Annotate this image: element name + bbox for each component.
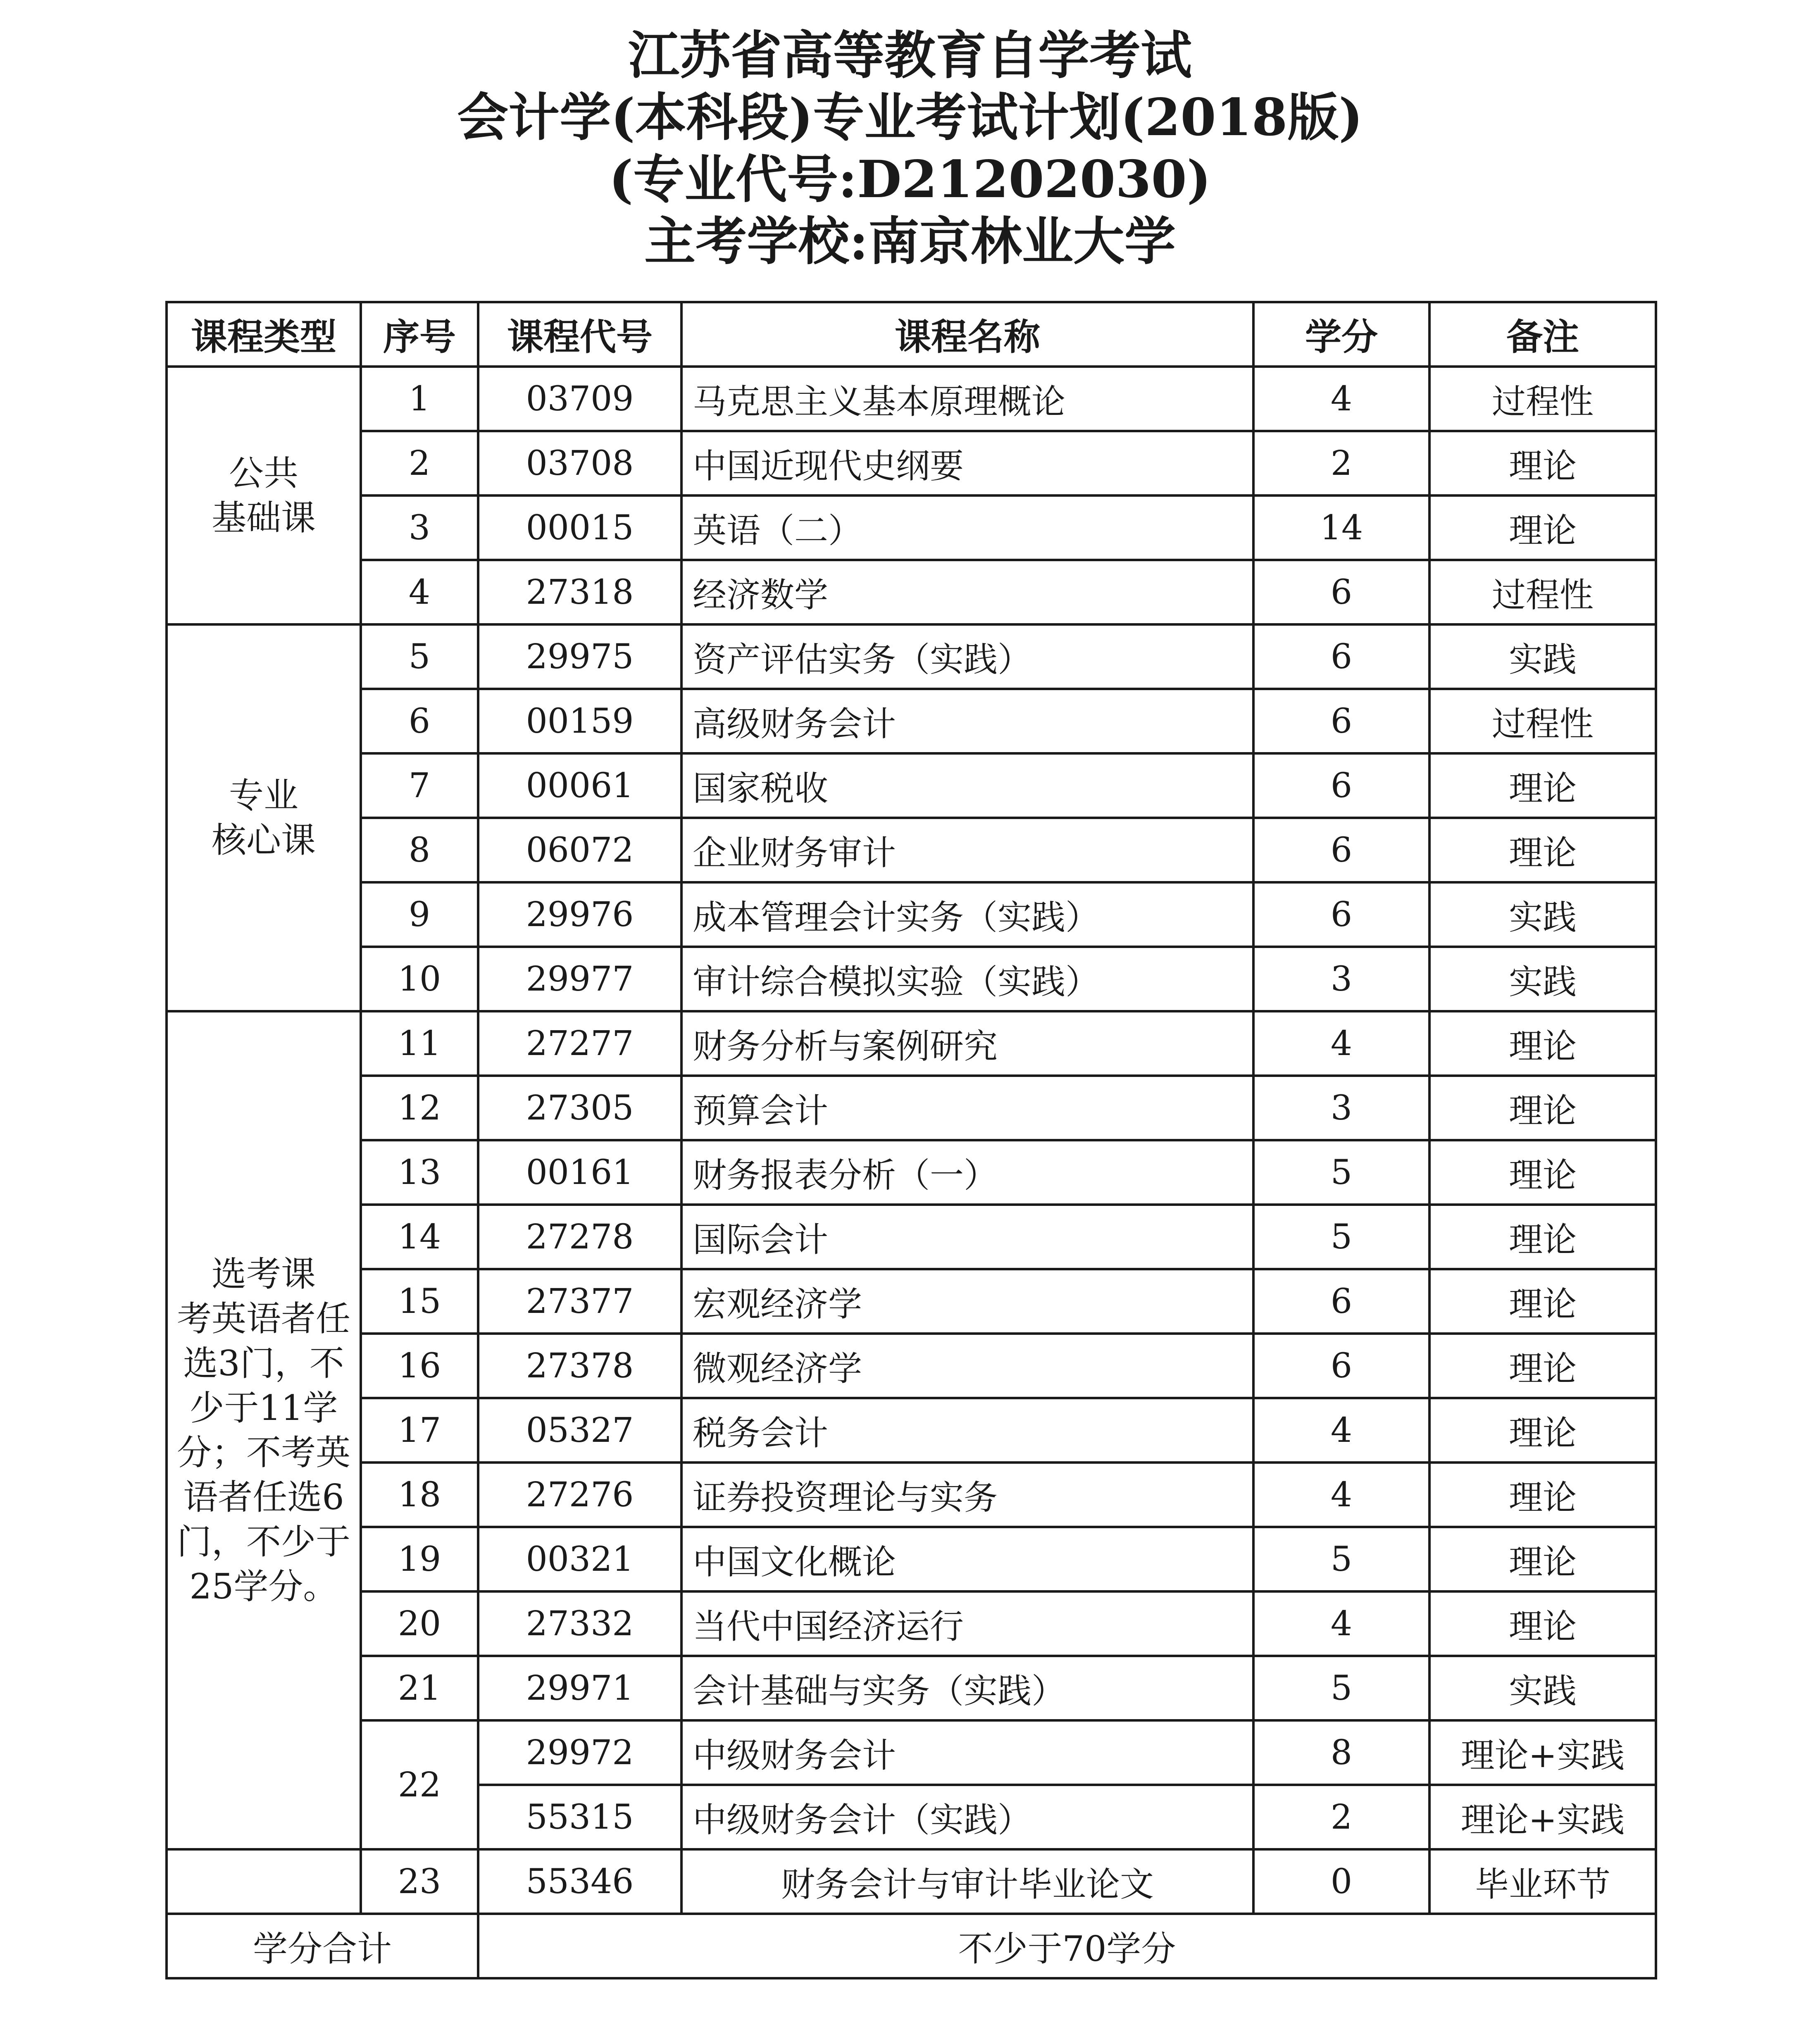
table-row bbox=[167, 1205, 1656, 1269]
table-row bbox=[167, 1011, 1656, 1076]
cell-credit: 2 bbox=[1253, 1785, 1429, 1849]
title-host-school: 主考学校:南京林业大学 bbox=[644, 212, 1176, 272]
cell-no: 19 bbox=[361, 1527, 478, 1591]
category-label-line: 门，不少于 bbox=[176, 1522, 350, 1562]
cell-code: 03709 bbox=[478, 367, 681, 431]
cell-name: 中级财务会计（实践） bbox=[681, 1785, 1253, 1849]
table-row bbox=[167, 1527, 1656, 1591]
cell-no: 3 bbox=[361, 495, 478, 560]
category-label-line: 选3门，不 bbox=[183, 1343, 344, 1384]
cell-credit: 4 bbox=[1253, 1398, 1429, 1462]
cell-code: 00321 bbox=[478, 1527, 681, 1591]
cell-name: 微观经济学 bbox=[681, 1334, 1253, 1398]
cell-code: 27276 bbox=[478, 1462, 681, 1527]
cell-note: 理论 bbox=[1429, 818, 1656, 882]
cell-code: 27332 bbox=[478, 1591, 681, 1656]
cell-note: 实践 bbox=[1429, 624, 1656, 689]
cell-name: 成本管理会计实务（实践） bbox=[681, 882, 1253, 947]
category-label-line: 分；不考英 bbox=[176, 1432, 350, 1473]
cell-name: 国际会计 bbox=[681, 1205, 1253, 1269]
cell-note: 理论 bbox=[1429, 1334, 1656, 1398]
category-label-line: 专业 bbox=[229, 775, 298, 816]
cell-credit: 6 bbox=[1253, 689, 1429, 753]
cell-code: 27277 bbox=[478, 1011, 681, 1076]
cell-credit: 2 bbox=[1253, 431, 1429, 495]
cell-credit: 5 bbox=[1253, 1205, 1429, 1269]
cell-note: 毕业环节 bbox=[1429, 1849, 1656, 1914]
cell-code: 29977 bbox=[478, 947, 681, 1011]
cell-type-empty bbox=[167, 1849, 361, 1914]
cell-note: 过程性 bbox=[1429, 689, 1656, 753]
cell-name: 财务分析与案例研究 bbox=[681, 1011, 1253, 1076]
table-row bbox=[167, 1591, 1656, 1656]
cell-code: 06072 bbox=[478, 818, 681, 882]
cell-note: 理论 bbox=[1429, 1591, 1656, 1656]
cell-credit: 6 bbox=[1253, 1334, 1429, 1398]
cell-note: 实践 bbox=[1429, 947, 1656, 1011]
cell-name: 财务会计与审计毕业论文 bbox=[681, 1849, 1253, 1914]
cell-note: 过程性 bbox=[1429, 367, 1656, 431]
column-header-no: 序号 bbox=[361, 302, 478, 367]
cell-code: 55346 bbox=[478, 1849, 681, 1914]
table-row bbox=[167, 818, 1656, 882]
cell-name: 中国文化概论 bbox=[681, 1527, 1253, 1591]
cell-code: 00159 bbox=[478, 689, 681, 753]
category-label-line: 核心课 bbox=[211, 820, 316, 860]
cell-no: 11 bbox=[361, 1011, 478, 1076]
cell-no: 21 bbox=[361, 1656, 478, 1720]
cell-note: 实践 bbox=[1429, 882, 1656, 947]
cell-no: 17 bbox=[361, 1398, 478, 1462]
document-header bbox=[0, 17, 1820, 273]
category-label-line: 25学分。 bbox=[189, 1566, 338, 1607]
category-label-line: 考英语者任 bbox=[176, 1298, 350, 1339]
cell-code: 27305 bbox=[478, 1076, 681, 1140]
table-row bbox=[167, 882, 1656, 947]
cell-note: 理论+实践 bbox=[1429, 1720, 1656, 1785]
table-row bbox=[167, 1720, 1656, 1785]
total-label: 学分合计 bbox=[167, 1914, 478, 1978]
cell-credit: 14 bbox=[1253, 495, 1429, 560]
cell-name: 会计基础与实务（实践） bbox=[681, 1656, 1253, 1720]
cell-credit: 3 bbox=[1253, 1076, 1429, 1140]
cell-credit: 6 bbox=[1253, 753, 1429, 818]
table-row bbox=[167, 1140, 1656, 1205]
cell-credit: 6 bbox=[1253, 560, 1429, 624]
table-row bbox=[167, 495, 1656, 560]
table-row bbox=[167, 1398, 1656, 1462]
cell-credit: 6 bbox=[1253, 818, 1429, 882]
column-header-note: 备注 bbox=[1429, 302, 1656, 367]
cell-code: 03708 bbox=[478, 431, 681, 495]
cell-no: 1 bbox=[361, 367, 478, 431]
cell-name: 当代中国经济运行 bbox=[681, 1591, 1253, 1656]
table-row bbox=[167, 1334, 1656, 1398]
cell-no: 4 bbox=[361, 560, 478, 624]
cell-note: 理论 bbox=[1429, 1462, 1656, 1527]
title-plan: 会计学(本科段)专业考试计划(2018版) bbox=[457, 88, 1363, 148]
category-label-line: 语者任选6 bbox=[183, 1477, 344, 1517]
cell-note: 理论 bbox=[1429, 1527, 1656, 1591]
table-row bbox=[167, 947, 1656, 1011]
cell-no: 12 bbox=[361, 1076, 478, 1140]
cell-name: 证券投资理论与实务 bbox=[681, 1462, 1253, 1527]
cell-note: 理论 bbox=[1429, 495, 1656, 560]
cell-code: 27377 bbox=[478, 1269, 681, 1334]
total-row bbox=[167, 1914, 1656, 1978]
cell-note: 理论 bbox=[1429, 1076, 1656, 1140]
table-row bbox=[167, 624, 1656, 689]
table-row bbox=[167, 1656, 1656, 1720]
column-header-credit: 学分 bbox=[1253, 302, 1429, 367]
cell-credit: 4 bbox=[1253, 1011, 1429, 1076]
cell-note: 理论 bbox=[1429, 1398, 1656, 1462]
cell-no: 23 bbox=[361, 1849, 478, 1914]
table-row bbox=[167, 1849, 1656, 1914]
cell-no: 15 bbox=[361, 1269, 478, 1334]
cell-name: 审计综合模拟实验（实践） bbox=[681, 947, 1253, 1011]
cell-code: 27278 bbox=[478, 1205, 681, 1269]
cell-code: 29975 bbox=[478, 624, 681, 689]
table-row bbox=[167, 1462, 1656, 1527]
cell-code: 27378 bbox=[478, 1334, 681, 1398]
cell-no: 10 bbox=[361, 947, 478, 1011]
cell-name: 高级财务会计 bbox=[681, 689, 1253, 753]
cell-credit: 5 bbox=[1253, 1527, 1429, 1591]
category-core bbox=[167, 624, 361, 1011]
table-row bbox=[167, 431, 1656, 495]
total-value: 不少于70学分 bbox=[478, 1914, 1656, 1978]
cell-note: 理论 bbox=[1429, 1269, 1656, 1334]
table-header-row bbox=[167, 302, 1656, 367]
cell-note: 实践 bbox=[1429, 1656, 1656, 1720]
cell-no: 18 bbox=[361, 1462, 478, 1527]
cell-code: 55315 bbox=[478, 1785, 681, 1849]
cell-note: 理论 bbox=[1429, 1205, 1656, 1269]
table-row bbox=[167, 689, 1656, 753]
cell-code: 29971 bbox=[478, 1656, 681, 1720]
cell-no: 2 bbox=[361, 431, 478, 495]
category-elective bbox=[167, 1011, 361, 1849]
cell-name: 预算会计 bbox=[681, 1076, 1253, 1140]
cell-note: 理论+实践 bbox=[1429, 1785, 1656, 1849]
cell-name: 国家税收 bbox=[681, 753, 1253, 818]
cell-credit: 4 bbox=[1253, 1591, 1429, 1656]
cell-no: 13 bbox=[361, 1140, 478, 1205]
table-row bbox=[167, 753, 1656, 818]
cell-credit: 0 bbox=[1253, 1849, 1429, 1914]
table-row bbox=[167, 560, 1656, 624]
cell-name: 中国近现代史纲要 bbox=[681, 431, 1253, 495]
cell-no: 6 bbox=[361, 689, 478, 753]
cell-name: 中级财务会计 bbox=[681, 1720, 1253, 1785]
column-header-code: 课程代号 bbox=[478, 302, 681, 367]
category-public-basic bbox=[167, 367, 361, 624]
cell-credit: 5 bbox=[1253, 1656, 1429, 1720]
cell-name: 税务会计 bbox=[681, 1398, 1253, 1462]
cell-credit: 6 bbox=[1253, 624, 1429, 689]
cell-note: 理论 bbox=[1429, 1140, 1656, 1205]
cell-no: 20 bbox=[361, 1591, 478, 1656]
cell-no: 8 bbox=[361, 818, 478, 882]
cell-credit: 5 bbox=[1253, 1140, 1429, 1205]
cell-no: 16 bbox=[361, 1334, 478, 1398]
cell-credit: 4 bbox=[1253, 367, 1429, 431]
cell-name: 资产评估实务（实践） bbox=[681, 624, 1253, 689]
cell-code: 29976 bbox=[478, 882, 681, 947]
title-major-code: (专业代号:D21202030) bbox=[609, 150, 1211, 210]
category-label-line: 基础课 bbox=[211, 498, 316, 538]
cell-credit: 6 bbox=[1253, 1269, 1429, 1334]
cell-credit: 4 bbox=[1253, 1462, 1429, 1527]
cell-note: 过程性 bbox=[1429, 560, 1656, 624]
cell-name: 马克思主义基本原理概论 bbox=[681, 367, 1253, 431]
cell-no: 7 bbox=[361, 753, 478, 818]
cell-name: 宏观经济学 bbox=[681, 1269, 1253, 1334]
cell-credit: 8 bbox=[1253, 1720, 1429, 1785]
cell-no: 14 bbox=[361, 1205, 478, 1269]
category-label-line: 选考课 bbox=[211, 1254, 316, 1294]
cell-credit: 3 bbox=[1253, 947, 1429, 1011]
cell-note: 理论 bbox=[1429, 431, 1656, 495]
cell-code: 00015 bbox=[478, 495, 681, 560]
cell-note: 理论 bbox=[1429, 1011, 1656, 1076]
cell-no: 5 bbox=[361, 624, 478, 689]
cell-name: 企业财务审计 bbox=[681, 818, 1253, 882]
category-label-line: 公共 bbox=[229, 453, 298, 493]
cell-code: 00161 bbox=[478, 1140, 681, 1205]
cell-name: 财务报表分析（一） bbox=[681, 1140, 1253, 1205]
cell-code: 05327 bbox=[478, 1398, 681, 1462]
cell-credit: 6 bbox=[1253, 882, 1429, 947]
table-row bbox=[167, 1076, 1656, 1140]
column-header-name: 课程名称 bbox=[681, 302, 1253, 367]
cell-name: 经济数学 bbox=[681, 560, 1253, 624]
cell-code: 27318 bbox=[478, 560, 681, 624]
category-label-line: 少于11学 bbox=[189, 1388, 338, 1428]
table-row bbox=[167, 1269, 1656, 1334]
cell-code: 00061 bbox=[478, 753, 681, 818]
column-header-type: 课程类型 bbox=[167, 302, 361, 367]
cell-code: 29972 bbox=[478, 1720, 681, 1785]
cell-no: 9 bbox=[361, 882, 478, 947]
table-row bbox=[167, 367, 1656, 431]
exam-plan-table bbox=[165, 301, 1657, 1979]
title-province-exam: 江苏省高等教育自学考试 bbox=[628, 26, 1192, 86]
cell-name: 英语（二） bbox=[681, 495, 1253, 560]
cell-no: 22 bbox=[361, 1720, 478, 1849]
cell-note: 理论 bbox=[1429, 753, 1656, 818]
